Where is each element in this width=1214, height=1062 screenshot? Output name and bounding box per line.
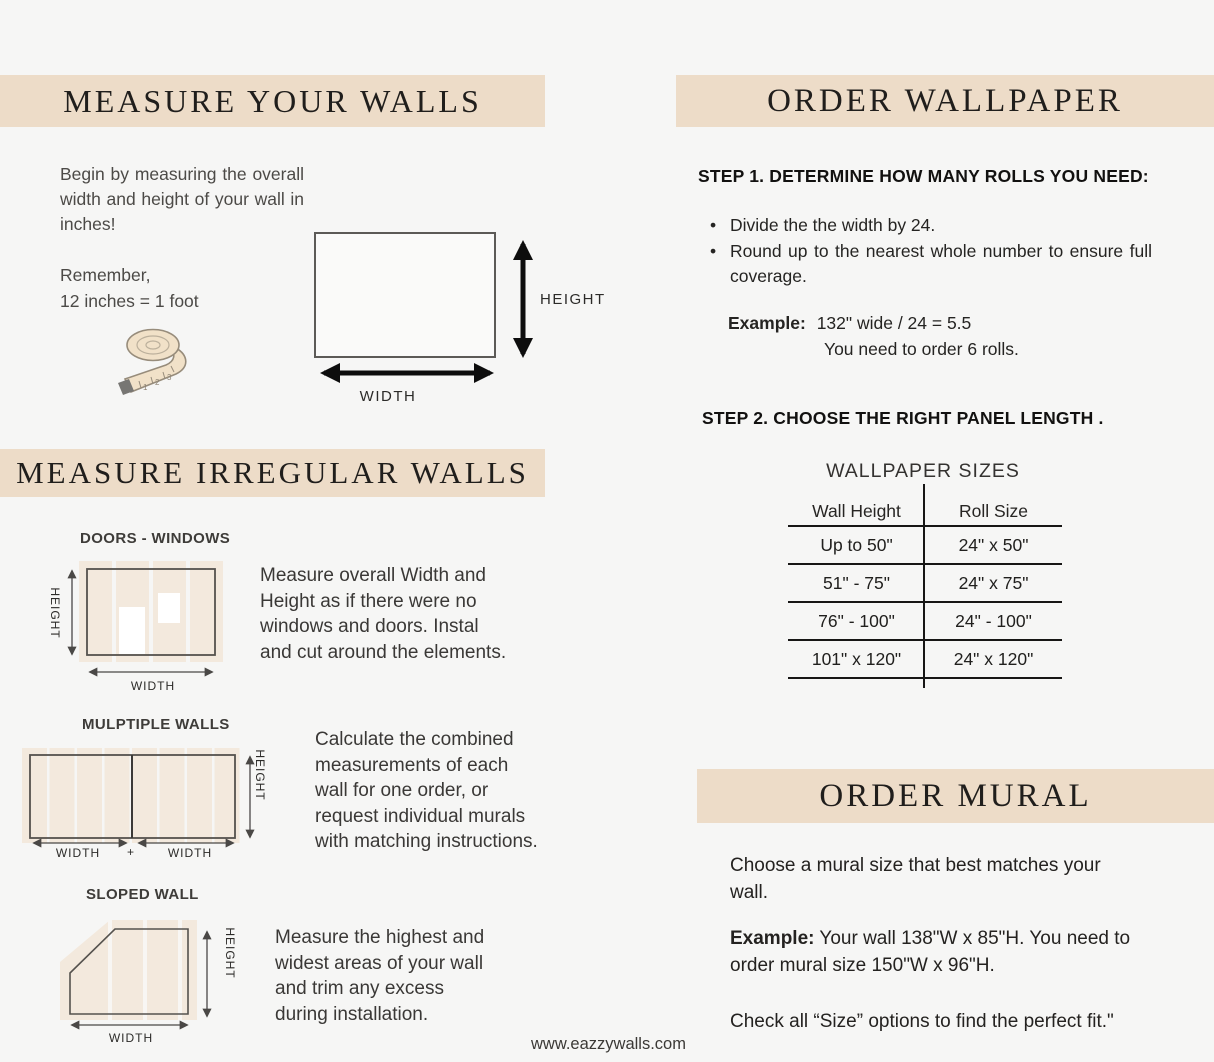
example-label: Example:: [730, 928, 815, 949]
cell-wall-height: 76" - 100": [818, 610, 895, 631]
example-label: Example:: [728, 313, 806, 333]
example-text: Your wall 138"W x 85"H. You need to: [814, 928, 1131, 949]
bullet-dot: •: [710, 240, 717, 261]
cell-wall-height: Up to 50": [820, 534, 893, 555]
table-row: [788, 603, 1062, 641]
banner-measure-walls: [0, 75, 545, 127]
wallpaper-example-line2: You need to order 6 rolls.: [824, 339, 1019, 359]
wall-height-label: HEIGHT: [540, 291, 606, 308]
multiple-walls-label: MULPTIPLE WALLS: [82, 716, 230, 733]
doors-windows-width-label: WIDTH: [130, 679, 176, 693]
mural-paragraph-1: [730, 852, 1101, 906]
multiple-walls-height-label: HEIGHT: [253, 749, 267, 801]
step1-bullets: [710, 213, 1152, 290]
remember-line-2: 12 inches = 1 foot: [60, 291, 199, 311]
caption-line: widest areas of your wall: [275, 952, 484, 974]
caption-line: and cut around the elements.: [260, 641, 507, 663]
caption-line: Measure the highest and: [275, 927, 485, 948]
doors-windows-diagram: [50, 553, 235, 698]
remember-note: [60, 262, 199, 314]
mural-p1-line: wall.: [730, 882, 769, 903]
banner-measure-irregular-walls: [0, 449, 545, 497]
intro-paragraph: Begin by measuring the overall width and height of your wall in inches!: [60, 164, 304, 234]
caption-line: measurements of each: [315, 754, 509, 776]
bullet-dot: •: [710, 215, 717, 235]
cell-roll-size: 24" x 120": [953, 648, 1034, 669]
cell-roll-size: 24" x 50": [958, 534, 1029, 555]
bullet-text: Divide the the width by 24.: [730, 215, 936, 235]
doors-windows-label: DOORS - WINDOWS: [80, 530, 231, 547]
banner-order-wallpaper: [676, 75, 1214, 127]
mural-example-line1: [730, 925, 1130, 952]
sloped-wall-diagram: [50, 915, 250, 1050]
sloped-wall-caption: [275, 925, 484, 1027]
svg-text:2: 2: [155, 378, 160, 387]
caption-line: Measure overall Width and: [260, 565, 486, 586]
wall-width-label: WIDTH: [359, 388, 417, 405]
bullet-item: [710, 213, 1152, 239]
wallpaper-sizes-table: [788, 498, 1062, 679]
example-value: 132" wide / 24 = 5.5: [816, 313, 972, 333]
cell-roll-size: 24" x 75": [958, 572, 1029, 593]
caption-line: Height as if there were no: [260, 590, 477, 612]
table-row: [788, 565, 1062, 603]
banner-order-mural: [697, 769, 1214, 823]
caption-line: windows and doors. Instal: [260, 616, 479, 637]
step1-heading: STEP 1. DETERMINE HOW MANY ROLLS YOU NEED:: [698, 166, 1149, 186]
wall-diagram: [300, 228, 620, 403]
order-wallpaper-title: ORDER WALLPAPER: [767, 82, 1123, 119]
doors-windows-height-label: HEIGHT: [48, 587, 62, 639]
table-row: [788, 641, 1062, 679]
multiple-walls-caption: [315, 727, 538, 855]
col-header-roll-size: Roll Size: [958, 501, 1029, 521]
table-column-divider: [923, 484, 925, 688]
mural-paragraph-3: Check all “Size” options to find the perfect fit.": [730, 1011, 1114, 1032]
multiple-walls-width-label-right: WIDTH: [167, 846, 213, 860]
cell-wall-height: 51" - 75": [823, 572, 890, 593]
sloped-wall-label: SLOPED WALL: [86, 886, 199, 903]
multiple-walls-width-label-left: WIDTH: [55, 846, 101, 860]
svg-text:1: 1: [143, 383, 148, 392]
mural-p1-line: Choose a mural size that best matches your: [730, 855, 1101, 876]
website-url: www.eazzywalls.com: [531, 1035, 686, 1053]
bullet-item: [710, 239, 1152, 290]
measure-walls-title: MEASURE YOUR WALLS: [63, 82, 482, 119]
caption-line: during installation.: [275, 1003, 429, 1025]
cell-roll-size: 24" - 100": [955, 610, 1032, 631]
mural-example-line2: order mural size 150"W x 96"H.: [730, 955, 995, 976]
caption-line: Calculate the combined: [315, 729, 514, 750]
caption-line: wall for one order, or: [315, 780, 489, 801]
order-mural-title: ORDER MURAL: [819, 777, 1092, 814]
wallpaper-sizes-title: WALLPAPER SIZES: [826, 460, 1020, 482]
sloped-wall-width-label: WIDTH: [108, 1031, 154, 1045]
multiple-walls-plus: +: [126, 845, 135, 859]
mural-example: [730, 925, 1130, 979]
remember-line-1: Remember,: [60, 265, 151, 285]
measure-irregular-title: MEASURE IRREGULAR WALLS: [16, 455, 529, 490]
cell-wall-height: 101" x 120": [811, 648, 902, 669]
caption-line: request individual murals: [315, 805, 526, 827]
table-header-row: [788, 498, 1062, 527]
step2-heading: STEP 2. CHOOSE THE RIGHT PANEL LENGTH .: [702, 408, 1104, 428]
table-row: [788, 527, 1062, 565]
wallpaper-example-line1: [728, 313, 971, 334]
sloped-wall-height-label: HEIGHT: [223, 927, 237, 979]
tape-measure-icon: [110, 322, 214, 404]
col-header-wall-height: Wall Height: [812, 501, 901, 521]
caption-line: and trim any excess: [275, 978, 444, 999]
svg-text:3: 3: [167, 373, 172, 382]
doors-windows-caption: [260, 563, 506, 665]
bullet-text: Round up to the nearest whole number to ensure full coverage.: [730, 240, 1152, 286]
caption-line: with matching instructions.: [315, 831, 538, 852]
